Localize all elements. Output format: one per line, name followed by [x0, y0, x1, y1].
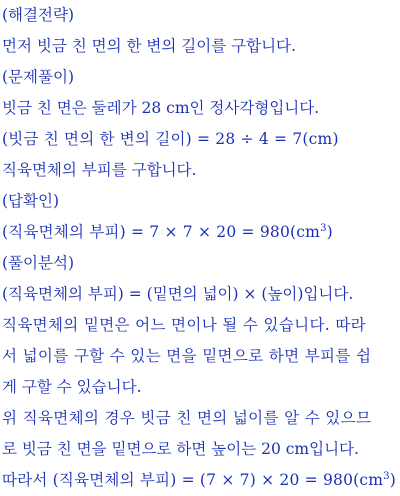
analysis-line-5: 위 직육면체의 경우 빗금 친 면의 넓이를 알 수 있으므: [2, 409, 372, 427]
answer-exponent: 3: [320, 222, 327, 234]
analysis-line-4: 게 구할 수 있습니다.: [2, 378, 142, 396]
analysis-line-2: 직육면체의 밑면은 어느 면이나 될 수 있습니다. 따라: [2, 316, 367, 334]
solution-line-1: 빗금 친 면은 둘레가 28 cm인 정사각형입니다.: [2, 99, 320, 117]
analysis-line-3: 서 넓이를 구할 수 있는 면을 밑면으로 하면 부피를 쉽: [2, 347, 372, 365]
analysis-line-1: (직육면체의 부피) = (밑면의 넓이) × (높이)입니다.: [2, 285, 354, 303]
analysis-heading: (풀이분석): [2, 254, 74, 272]
strategy-text: 먼저 빗금 친 면의 한 변의 길이를 구합니다.: [2, 37, 296, 55]
answer-close: ): [326, 223, 333, 241]
analysis-line-6: 로 빗금 친 면을 밑면으로 하면 높이는 20 cm입니다.: [2, 440, 359, 458]
solution-line-2: (빗금 친 면의 한 변의 길이) = 28 ÷ 4 = 7(cm): [2, 130, 339, 148]
answer-formula: (직육면체의 부피) = 7 × 7 × 20 = 980(cm: [2, 223, 321, 241]
answer-heading: (답확인): [2, 192, 60, 210]
analysis-final-formula: 따라서 (직육면체의 부피) = (7 × 7) × 20 = 980(cm: [2, 471, 384, 489]
analysis-final-exponent: 3: [383, 470, 390, 482]
analysis-line-7: [2, 465, 400, 496]
solution-heading: (문제풀이): [2, 68, 74, 86]
analysis-final-close: ): [389, 471, 397, 489]
strategy-heading: (해결전략): [2, 6, 74, 24]
solution-line-3: 직육면체의 부피를 구합니다.: [2, 161, 197, 179]
answer-line: [2, 217, 400, 248]
